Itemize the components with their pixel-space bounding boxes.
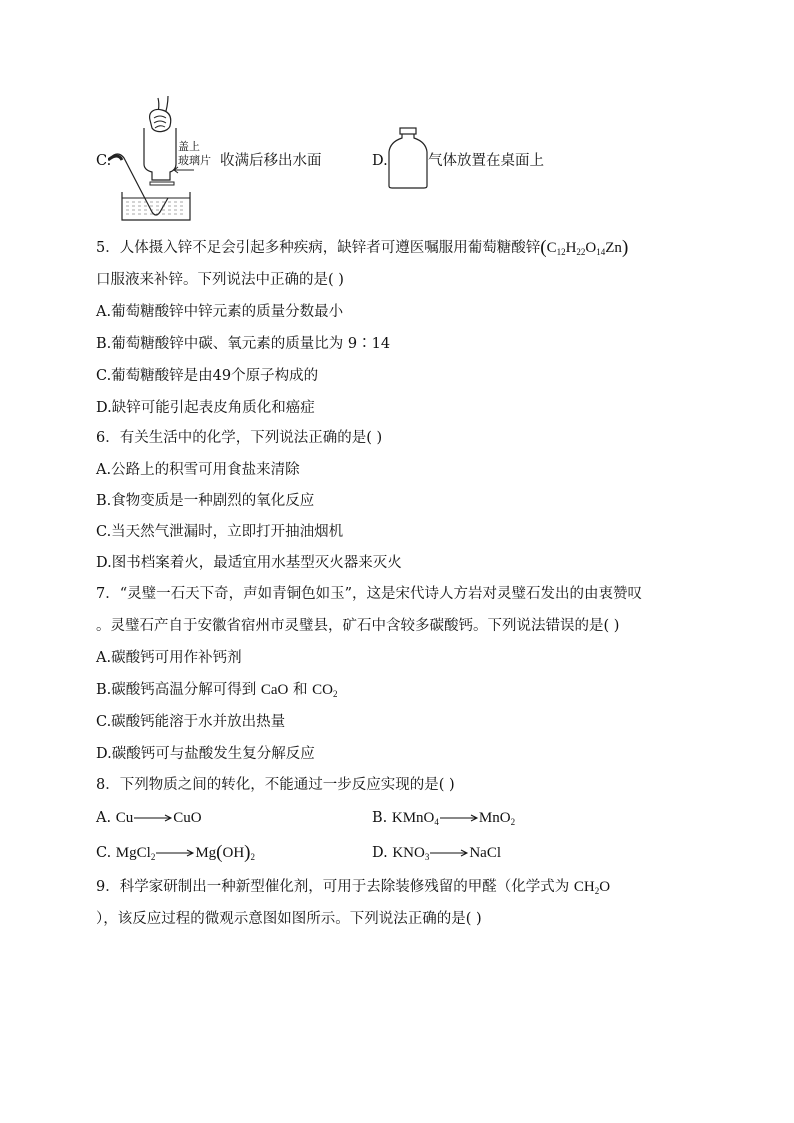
q6-option-b: B.食物变质是一种剧烈的氧化反应: [96, 493, 315, 509]
q7-option-d: D.碳酸钙可与盐酸发生复分解反应: [96, 746, 315, 762]
q4-option-c-letter: C.: [96, 153, 112, 169]
q5-option-d: D.缺锌可能引起表皮角质化和癌症: [96, 400, 315, 416]
q4-option-c-text: 收满后移出水面: [220, 153, 322, 169]
q5-stem-line-2: 口服液来补锌。下列说法中正确的是( ): [96, 272, 344, 288]
q8-option-b: B. KMnO$_4$ MnO$_2$: [372, 810, 516, 827]
glass-plate-label-bottom: 玻璃片: [178, 154, 211, 167]
reaction-arrow-icon: [429, 848, 469, 858]
q6-option-c: C.当天然气泄漏时，立即打开抽油烟机: [96, 524, 344, 540]
q6-option-a: A.公路上的积雪可用食盐来清除: [96, 462, 300, 478]
q6-option-d: D.图书档案着火，最适宜用水基型灭火器来灭火: [96, 555, 402, 571]
reaction-arrow-icon: [439, 813, 479, 823]
q9-stem-line-1: 9．科学家研制出一种新型催化剂，可用于去除装修残留的甲醛（化学式为 $CH_2O$: [96, 879, 611, 896]
gas-bottle-figure: [386, 126, 430, 190]
q8-option-c: C. MgCl$_2$ $Mg(OH)_2$: [96, 842, 255, 863]
q6-stem: 6．有关生活中的化学，下列说法正确的是( ): [96, 430, 383, 446]
q7-option-a: A.碳酸钙可用作补钙剂: [96, 650, 242, 666]
q8-stem: 8．下列物质之间的转化，不能通过一步反应实现的是( ): [96, 777, 455, 793]
q5-option-b: B.葡萄糖酸锌中碳、氧元素的质量比为 9∶14: [96, 336, 391, 352]
q7-option-c: C.碳酸钙能溶于水并放出热量: [96, 714, 286, 730]
glass-plate-label-top: 盖上: [178, 140, 200, 153]
reaction-arrow-icon: [133, 813, 173, 823]
zinc-gluconate-formula: $C_{12}H_{22}O_{14}Zn$: [546, 240, 622, 257]
q8-option-d: D. $KNO_3$ NaCl: [372, 845, 501, 862]
q9-stem-line-2: ），该反应过程的微观示意图如图所示。下列说法正确的是( ): [96, 911, 482, 927]
q5-option-a: A.葡萄糖酸锌中锌元素的质量分数最小: [96, 304, 344, 320]
q7-stem-line-1: 7．“灵璧一石天下奇，声如青铜色如玉”，这是宋代诗人方岩对灵璧石发出的由衷赞叹: [96, 586, 643, 602]
q7-stem-line-2: 。灵璧石产自于安徽省宿州市灵璧县，矿石中含较多碳酸钙。下列说法错误的是( ): [96, 618, 620, 634]
q7-option-b: B.碳酸钙高温分解可得到 CaO 和 $CO_2$: [96, 682, 338, 699]
q5-stem-line-1: 5．人体摄入锌不足会引起多种疾病，缺锌者可遵医嘱服用葡萄糖酸锌$(C_{12}H_{22}O_{14}Zn)$: [96, 237, 629, 258]
q4-option-d-text: 气体放置在桌面上: [428, 153, 544, 169]
reaction-arrow-icon: [155, 848, 195, 858]
q5-option-c: C.葡萄糖酸锌是由49个原子构成的: [96, 368, 319, 384]
q8-option-a: A. Cu CuO: [96, 810, 202, 826]
q4-option-d-letter: D.: [372, 153, 388, 169]
